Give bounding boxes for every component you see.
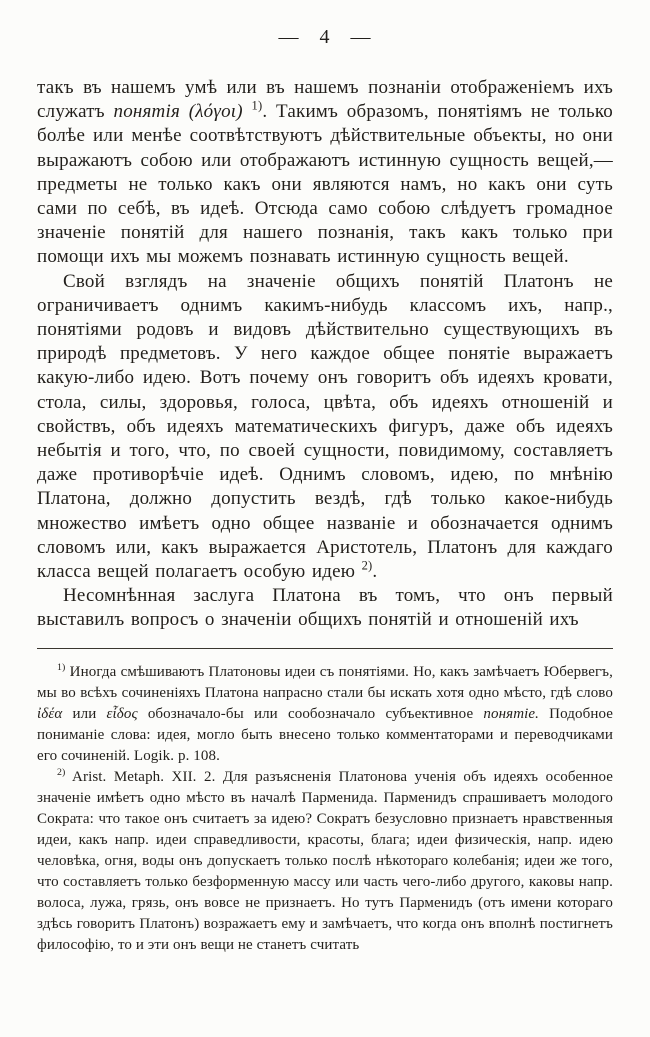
text-run: Иногда смѣшиваютъ Платоновы идеи съ понятіями. Но, какъ замѣчаетъ Юбервегъ, мы во всѣхъ сочиненіяхъ Платона напрасно стали бы искать хотя одно мѣсто, гдѣ слово xyxy=(37,663,613,701)
footnote-marker: 2) xyxy=(361,558,373,573)
text-run xyxy=(243,101,252,122)
footnote-marker: 1) xyxy=(251,98,263,113)
text-run: Несомнѣнная заслуга Платона въ томъ, что онъ первый выставилъ вопросъ о значеніи общихъ понятій и отношеній ихъ xyxy=(37,585,613,631)
footnote-separator xyxy=(37,648,613,649)
main-text xyxy=(37,76,613,633)
text-run: понятія (λόγοι) xyxy=(113,101,243,123)
text-run: εἶδος xyxy=(106,705,138,722)
footnote xyxy=(37,767,613,956)
text-run: обозначало-бы или сообозначало субъективное xyxy=(137,705,484,722)
text-run: или xyxy=(62,705,107,722)
text-run: Свой взглядъ на значеніе общихъ понятій Платонъ не ограничиваетъ однимъ какимъ-нибудь классомъ ихъ, напр., понятіями родовъ и видовъ дѣйствительно существующихъ въ природѣ предметовъ. У него каждое общее понятіе выражаетъ какую-либо идею. Вотъ почему онъ говоритъ объ идеяхъ кровати, стола, силы, здоровья, голоса, цвѣта, объ идеяхъ отношеній и свойствъ, объ идеяхъ математическихъ фигуръ, даже объ идеяхъ небытія и того, что, по своей сущности, повидимому, составляетъ даже противорѣчіе идеѣ. Однимъ словомъ, идею, по мнѣнію Платона, должно допустить вездѣ, гдѣ только какое-нибудь множество имѣетъ одно общее названіе и обозначается однимъ словомъ или, какъ выражается Аристотель, Платонъ для каждаго класса вещей полагаетъ особую идею xyxy=(37,270,613,583)
footnote-marker: 2) xyxy=(57,766,66,778)
page-number: — 4 — xyxy=(278,26,372,48)
text-run: такъ въ нашемъ умѣ или въ нашемъ познаніи отображеніемъ ихъ служатъ xyxy=(37,77,613,123)
text-run: ἰδέα xyxy=(37,705,63,722)
paragraph xyxy=(37,76,613,270)
footnote xyxy=(37,662,613,767)
text-run: Arist. Metaph. XII. 2. Для разъясненія Платонова ученія объ идеяхъ особенное значеніе имѣетъ одно мѣсто въ началѣ Парменида. Парменидъ спрашиваетъ молодого Сократа: что такое онъ считаетъ за идею? Сократъ безусловно признаетъ нравственныя идеи, какъ напр. идеи справедливости, красоты, блага; идеи физическія, напр. идею человѣка, огня, воды онъ допускаетъ только послѣ нѣкотораго колебанія; идеи же того, что составляетъ только безформенную массу или часть чего-либо другого, каковы напр. волоса, лужа, грязь, онъ вовсе не признаетъ. Но тутъ Парменидъ (отъ имени котораго здѣсь говоритъ Платонъ) возражаетъ ему и замѣчаетъ, что когда онъ вполнѣ постигнетъ философію, то и эти онъ вещи не станетъ считать xyxy=(37,768,613,953)
text-run: Подобное пониманіе слова: идея, могло быть внесено только комментаторами и переводчиками его сочиненій. Logik. p. 108. xyxy=(37,705,613,764)
text-run: . Такимъ образомъ, понятіямъ не только болѣе или менѣе соотвѣтствуютъ дѣйствительные объекты, но они выражаютъ собою или отображаютъ истинную сущность вещей,—предметы не только какъ они являются намъ, но какъ они суть сами по себѣ, въ идеѣ. Отсюда само собою слѣдуетъ громадное значеніе понятій для нашего познанія, такъ какъ только при помощи ихъ мы можемъ познавать истинную сущность вещей. xyxy=(37,101,613,268)
paragraph xyxy=(37,584,613,632)
footnote-marker: 1) xyxy=(57,661,66,673)
paragraph xyxy=(37,270,613,585)
footnotes xyxy=(37,662,613,956)
text-run: . xyxy=(372,561,378,583)
text-run: понятіе. xyxy=(483,705,539,722)
